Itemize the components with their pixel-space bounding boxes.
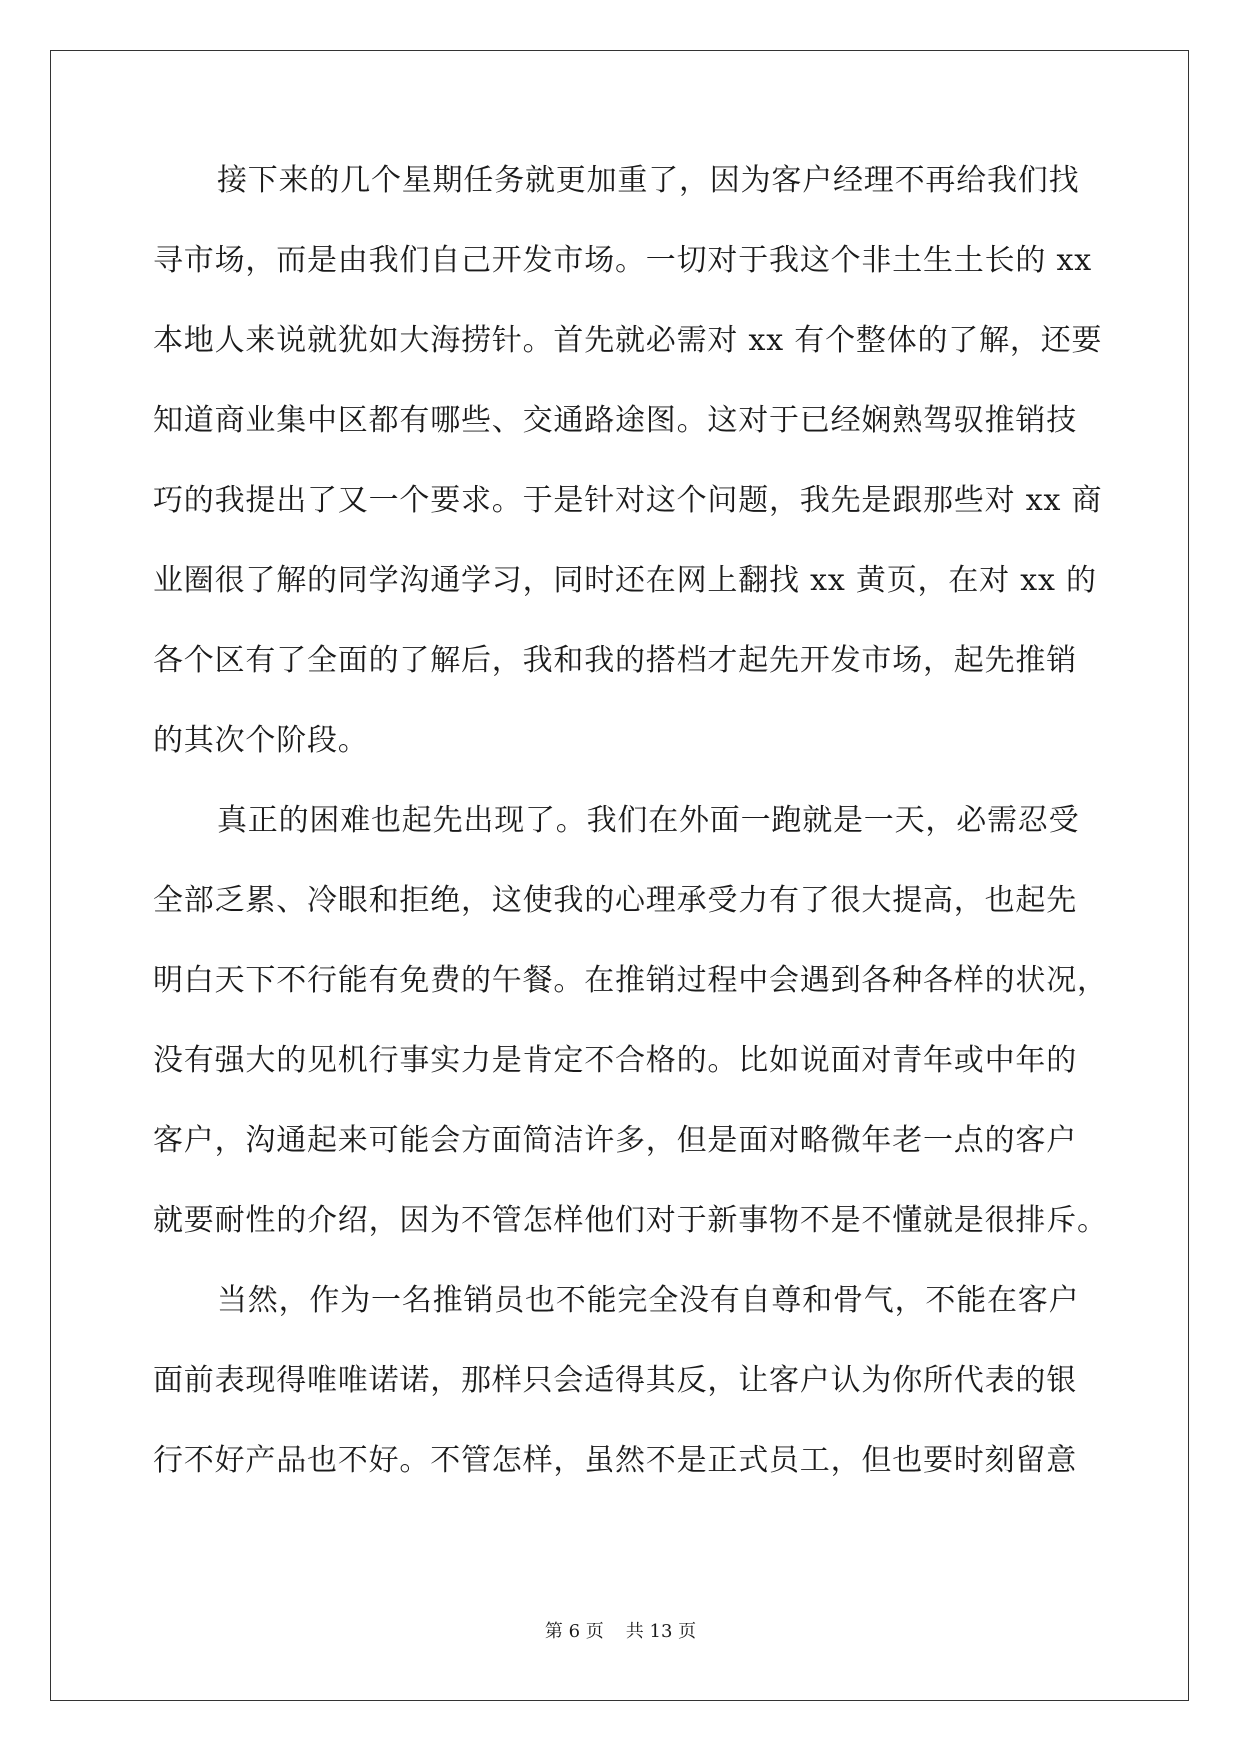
text-line: 知道商业集中区都有哪些、交通路途图。这对于已经娴熟驾驭推销技 [153,403,1077,438]
text-line: 的其次个阶段。 [153,723,369,758]
page-footer [0,1620,1241,1644]
text-line: 没有强大的见机行事实力是肯定不合格的。比如说面对青年或中年的 [153,1043,1077,1078]
text-line: 真正的困难也起先出现了。我们在外面一跑就是一天，必需忍受 [217,803,1080,838]
text-line: 本地人来说就犹如大海捞针。首先就必需对 xx 有个整体的了解，还要 [153,323,1103,358]
text-line: 各个区有了全面的了解后，我和我的搭档才起先开发市场，起先推销 [153,643,1077,678]
text-line: 业圈很了解的同学沟通学习，同时还在网上翻找 xx 黄页，在对 xx 的 [153,563,1097,598]
text-line: 全部乏累、冷眼和拒绝，这使我的心理承受力有了很大提高，也起先 [153,883,1077,918]
text-line: 接下来的几个星期任务就更加重了，因为客户经理不再给我们找 [217,163,1080,198]
text-line: 巧的我提出了又一个要求。于是针对这个问题，我先是跟那些对 xx 商 [153,483,1103,518]
page-total: 共 13 页 [625,1621,697,1642]
text-line: 当然，作为一名推销员也不能完全没有自尊和骨气，不能在客户 [217,1283,1080,1318]
document-body [153,158,1108,1518]
text-line: 客户，沟通起来可能会方面简洁许多，但是面对略微年老一点的客户 [153,1123,1077,1158]
page-number: 第 6 页 [544,1621,604,1642]
text-line: 面前表现得唯唯诺诺，那样只会适得其反，让客户认为你所代表的银 [153,1363,1077,1398]
text-line: 明白天下不行能有免费的午餐。在推销过程中会遇到各种各样的状况， [153,963,1108,998]
text-line: 寻市场，而是由我们自己开发市场。一切对于我这个非土生土长的 xx [153,243,1092,278]
text-line: 就要耐性的介绍，因为不管怎样他们对于新事物不是不懂就是很排斥。 [153,1203,1108,1238]
text-line: 行不好产品也不好。不管怎样，虽然不是正式员工，但也要时刻留意 [153,1443,1077,1478]
